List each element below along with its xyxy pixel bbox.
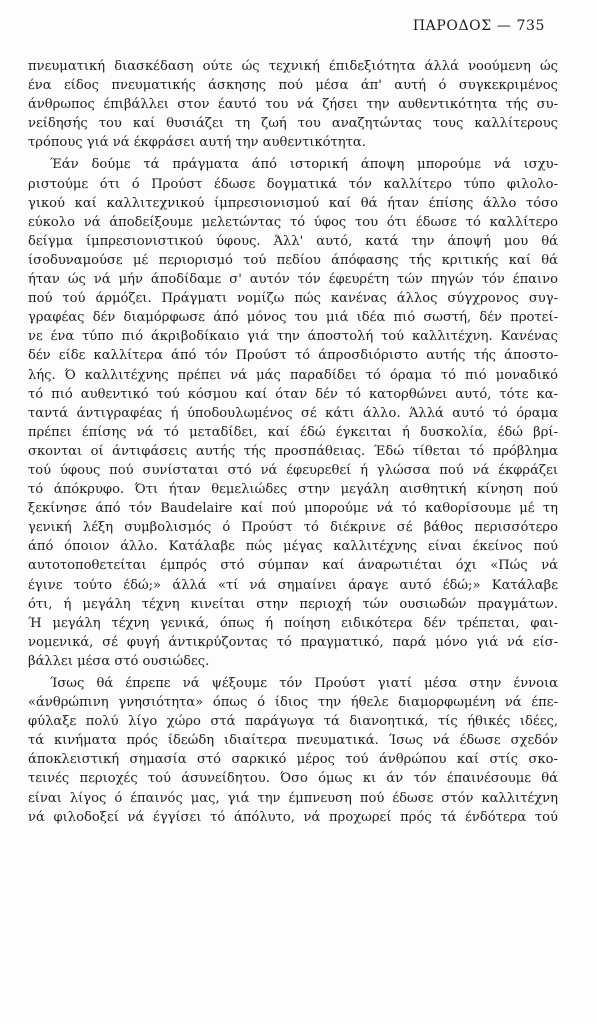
text-line: σκονται οί άντιφάσεις αυτής τής προσπάθειας. Έδώ τίθεται τό πρόβλημα xyxy=(28,443,558,459)
text-line: τού ύφους πού συνίσταται στό νά έφευρεθεί ή γλώσσα πού νά έκφράζει xyxy=(28,462,558,478)
text-line: εύκολο νά άποδείξουμε μελετώντας τό ύφος του ότι έδωσε τό καλλίτερο xyxy=(28,214,558,230)
text-line: ξεκίνησε άπό τόν Baudelaire καί πού μπορούμε νά τό καθορίσουμε μέ τη xyxy=(28,501,558,517)
text-line: νε ένα τύπο πιό άκριβοδίκαιο γιά την άποστολή τού καλλιτέχνη. Κανένας xyxy=(28,329,558,345)
text-line: είναι λίγος ό έπαινός μας, γιά την έμπνευση πού έδωσε στόν καλλιτέχνη xyxy=(28,790,558,806)
text-line: πού τού άρμόζει. Πράγματι νομίζω πώς κανένας άλλος σύγχρονος συγ- xyxy=(28,291,558,307)
text-line: τεινές περιοχές τού άσυνείδητου. Όσο όμως κι άν τόν έπαινέσουμε θά xyxy=(28,771,558,787)
text-line: άποκλειστική σημασία στό σαρκικό μέρος τού άνθρώπου καί στίς σκο- xyxy=(28,752,558,768)
text-line: Ίσως θά έπρεπε νά ψέξουμε τόν Προύστ γιατί μέσα στην έννοια xyxy=(50,676,558,691)
text-line: αυτοτοποθετείται έμπρός στό σύμπαν καί άναρωτιέται όχι «Πώς νά xyxy=(28,558,558,574)
text-line: τό πιό αυθεντικό τού κόσμου καί όταν δέν τό κατορθώνει αυτό, τότε κα- xyxy=(28,386,558,402)
paragraph-2 xyxy=(28,155,558,671)
text-line: ίσοδυναμούσε μέ περιορισμό τού πεδίου άπόφασης τής κριτικής καί θά xyxy=(28,252,558,268)
text-line: δείγμα ίμπρεσιονιστικού ύφους. Άλλ' αυτό, κατά την άποψή μου θά xyxy=(28,233,558,249)
text-line: γικού καί καλλιτεχνικού ίμπρεσιονισμού καί θά ήταν έπίσης άλλο τόσο xyxy=(28,195,558,211)
paragraph-3 xyxy=(28,674,558,827)
text-line: τό άπόκρυφο. Ότι ήταν θεμελιώδες στην μεγάλη αισθητική κίνηση πού xyxy=(28,482,558,498)
text-line: ένα είδος πνευματικής άσκησης πού μέσα άπ' αυτή ό συγκεκριμένος xyxy=(28,78,558,94)
text-line: φύλαξε πολύ λίγο χώρο στά παράγωγα τά διανοητικά, τίς ήθικές ιδέες, xyxy=(28,714,558,730)
text-line: ταντά άντιγραφέας ή ύποδουλωμένος σέ κάτι άλλο. Άλλά αυτό τό όραμα xyxy=(28,405,558,421)
text-line: «άνθρώπινη γνησιότητα» όπως ό ίδιος την ήθελε διαμορφωμένη νά έπε- xyxy=(28,695,558,711)
text-line: ήταν ώς νά μήν άποδίδαμε σ' αυτόν τόν έφευρέτη τών πηγών τόν έπαινο xyxy=(28,272,558,288)
text-line: βάλλει μέσα στό ουσιώδες. xyxy=(28,653,210,669)
text-line: δέν είδε καλλίτερα άπό τόν Προύστ τό άπροσδιόριστο αυτής τής άποστο- xyxy=(28,348,558,364)
text-line: ότι, ή μεγάλη τέχνη κινείται στην περιοχή τών ουσιωδών πραγμάτων. xyxy=(28,596,558,612)
running-head: ΠΑΡΟΔΟΣ — 735 xyxy=(412,18,545,34)
body-text xyxy=(28,57,558,827)
text-line: νείδησής του καί θυσιάζει τη ζωή του αναζητώντας τους καλλίτερους xyxy=(28,116,558,132)
text-line: πνευματική διασκέδαση ούτε ώς τεχνική έπιδεξιότητα άλλά νοούμενη ώς xyxy=(28,59,558,74)
text-line: άπό όποιον άλλο. Κατάλαβε πώς μέγας καλλιτέχνης είναι έκείνος πού xyxy=(28,539,558,555)
text-line: ριστούμε ότι ό Προύστ έδωσε δογματικά τόν καλλίτερο τύπο φιλολο- xyxy=(28,176,558,192)
text-line: πρέπει έπίσης νά τό μεταδίδει, καί έδώ έγκειται ή δυσκολία, έδώ βρί- xyxy=(28,424,558,440)
text-line: νά φιλοδοξεί νά έγγίσει τό άπόλυτο, νά προχωρεί πρός τά ένδότερα τού xyxy=(28,809,558,825)
text-line: Έάν δούμε τά πράγματα άπό ιστορική άποψη μπορούμε νά ισχυ- xyxy=(50,157,558,173)
text-line: νομενικά, σέ φυγή άντικρύζοντας τό πραγματικό, παρά μόνο γιά νά είσ- xyxy=(28,634,558,650)
text-line: έγινε τούτο έδώ;» άλλά «τί νά σημαίνει άραγε αυτό έδώ;» Κατάλαβε xyxy=(28,577,558,593)
text-line: τά κινήματα πρός ίδεώδη ιδιαίτερα πνευματικά. Ίσως νά έδωσε σχεδόν xyxy=(28,733,558,749)
text-line: γραφέας δέν διαμόρφωσε άπό μόνος του μιά ιδέα πιό σωστή, δέν προτεί- xyxy=(28,310,558,326)
text-line: Ή μεγάλη τέχνη γενικά, όπως ή ποίηση ειδικότερα δέν τρέπεται, φαι- xyxy=(28,615,558,631)
text-line: άνθρωπος έπιβάλλει στον έαυτό του νά ζήσει την αυθεντικότητα τής συ- xyxy=(28,97,558,113)
text-line: λής. Ό καλλιτέχνης πρέπει νά μάς παραδίδει τό όραμα τό πιό μοναδικό xyxy=(28,367,558,383)
paragraph-1 xyxy=(28,57,558,152)
text-line: γενική λέξη συμβολισμός ό Προύστ τό διέκρινε σέ βάθος περισσότερο xyxy=(28,520,558,536)
text-line: τρόπους γιά νά έκφράσει αυτή την αυθεντικότητα. xyxy=(28,135,366,151)
